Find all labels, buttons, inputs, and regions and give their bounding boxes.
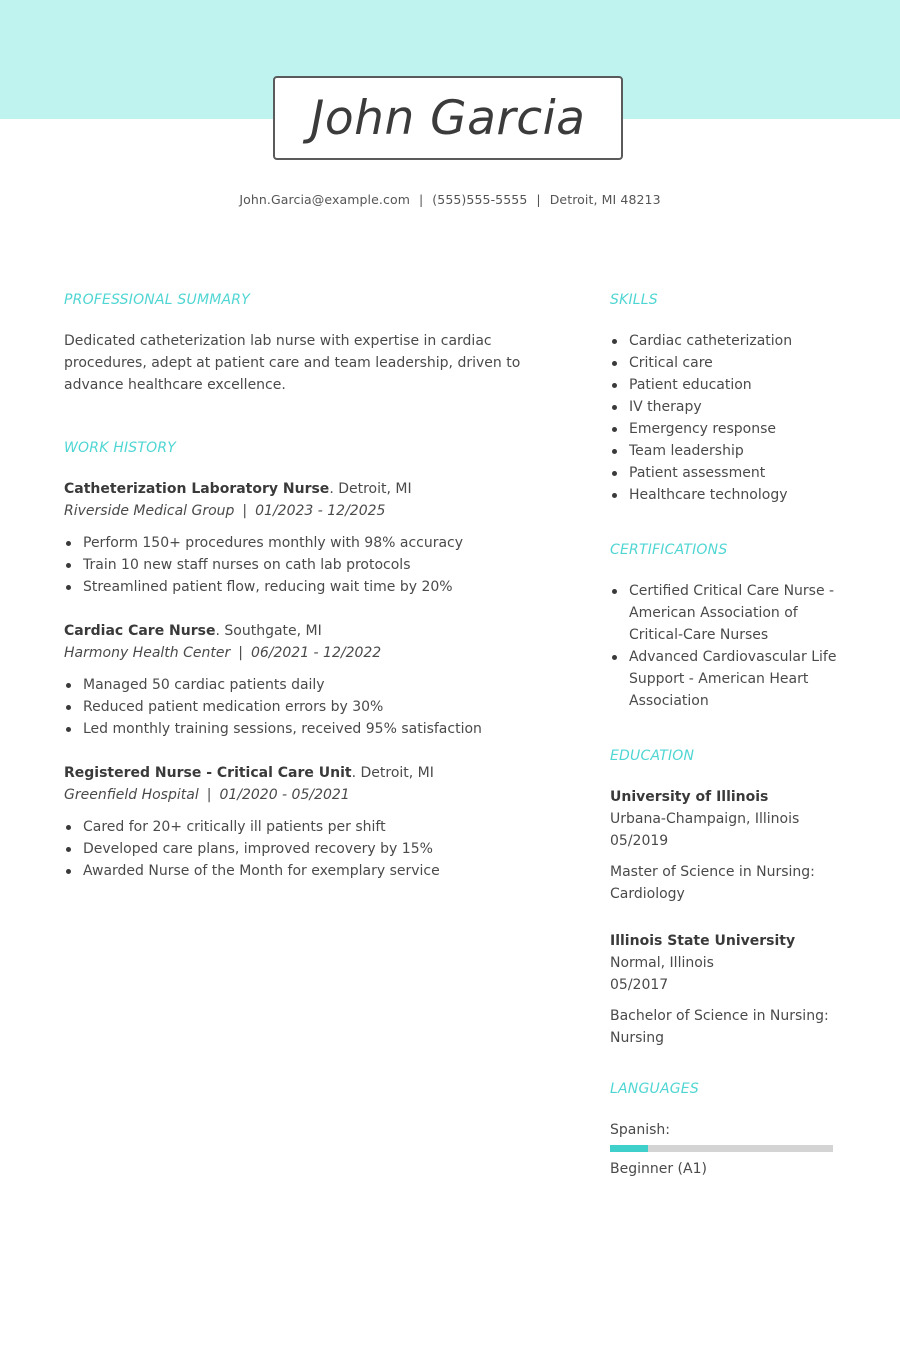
side-column (610, 290, 850, 1214)
job-employer: Riverside Medical Group (64, 503, 235, 519)
list-item: Cared for 20+ critically ill patients per shift (64, 816, 524, 838)
job-title-line (64, 620, 524, 642)
education-entry (610, 930, 850, 1049)
list-item: Patient assessment (610, 462, 850, 484)
section-title: PROFESSIONAL SUMMARY (64, 292, 250, 308)
list-item: Cardiac catheterization (610, 330, 850, 352)
summary-text: Dedicated catheterization lab nurse with expertise in cardiac procedures, adept at patient care and team leadership, driven to advance healthcare excellence. (64, 333, 521, 393)
job-entry (64, 762, 524, 882)
candidate-name: John Garcia (310, 90, 586, 146)
skills-list (610, 330, 850, 506)
certifications-section (610, 540, 850, 712)
list-item: Patient education (610, 374, 850, 396)
list-item: Critical care (610, 352, 850, 374)
list-item: Train 10 new staff nurses on cath lab protocols (64, 554, 524, 576)
job-title-line (64, 478, 524, 500)
name-box (273, 76, 623, 160)
job-bullets (64, 816, 524, 882)
school-location: Normal, Illinois (610, 955, 714, 971)
summary-section (64, 290, 524, 396)
list-item: Managed 50 cardiac patients daily (64, 674, 524, 696)
job-dates: 01/2023 - 12/2025 (255, 503, 386, 519)
list-item: Certified Critical Care Nurse - American Association of Critical-Care Nurses (610, 580, 850, 646)
list-item: Developed care plans, improved recovery by 15% (64, 838, 524, 860)
job-employer: Greenfield Hospital (64, 787, 199, 803)
separator: | (418, 192, 424, 207)
job-employer-line (64, 500, 524, 522)
list-item: Awarded Nurse of the Month for exemplary service (64, 860, 524, 882)
separator: | (242, 503, 248, 519)
address: Detroit, MI 48213 (549, 192, 661, 207)
language-name: Spanish: (610, 1122, 670, 1138)
separator: | (206, 787, 212, 803)
degree: Master of Science in Nursing: Cardiology (610, 864, 815, 902)
skills-section (610, 290, 850, 506)
languages-section (610, 1079, 850, 1180)
job-dates: 01/2020 - 05/2021 (219, 787, 350, 803)
job-role: Registered Nurse - Critical Care Unit (64, 765, 352, 781)
job-role: Catheterization Laboratory Nurse (64, 481, 330, 497)
job-location: . Southgate, MI (215, 623, 322, 639)
list-item: IV therapy (610, 396, 850, 418)
work-history-section (64, 438, 524, 882)
list-item: Led monthly training sessions, received 95% satisfaction (64, 718, 524, 740)
section-title: WORK HISTORY (64, 440, 177, 456)
list-item: Healthcare technology (610, 484, 850, 506)
job-title-line (64, 762, 524, 784)
main-column (64, 290, 524, 916)
job-entry (64, 478, 524, 598)
language-proficiency-bar (610, 1145, 833, 1152)
job-location: . Detroit, MI (329, 481, 412, 497)
education-entry (610, 786, 850, 905)
phone-number: (555)555-5555 (432, 192, 528, 207)
job-employer-line (64, 784, 524, 806)
section-title: LANGUAGES (610, 1081, 699, 1097)
job-entry (64, 620, 524, 740)
job-employer-line (64, 642, 524, 664)
degree: Bachelor of Science in Nursing: Nursing (610, 1008, 829, 1046)
school-location: Urbana-Champaign, Illinois (610, 811, 800, 827)
list-item: Team leadership (610, 440, 850, 462)
section-title: SKILLS (610, 292, 658, 308)
list-item: Emergency response (610, 418, 850, 440)
graduation-date: 05/2017 (610, 977, 669, 993)
section-title: CERTIFICATIONS (610, 542, 728, 558)
language-level: Beginner (A1) (610, 1161, 707, 1177)
certifications-list (610, 580, 850, 712)
contact-line (0, 192, 900, 207)
school-name: University of Illinois (610, 789, 769, 805)
list-item: Perform 150+ procedures monthly with 98% accuracy (64, 532, 524, 554)
job-bullets (64, 674, 524, 740)
list-item: Streamlined patient flow, reducing wait time by 20% (64, 576, 524, 598)
job-bullets (64, 532, 524, 598)
education-section (610, 746, 850, 1049)
list-item: Advanced Cardiovascular Life Support - American Heart Association (610, 646, 850, 712)
list-item: Reduced patient medication errors by 30% (64, 696, 524, 718)
job-dates: 06/2021 - 12/2022 (250, 645, 382, 661)
email-link[interactable]: John.Garcia@example.com (239, 192, 410, 207)
job-role: Cardiac Care Nurse (64, 623, 216, 639)
separator: | (238, 645, 243, 661)
job-location: . Detroit, MI (351, 765, 434, 781)
job-employer: Harmony Health Center (64, 645, 231, 661)
graduation-date: 05/2019 (610, 833, 669, 849)
separator: | (536, 192, 541, 207)
section-title: EDUCATION (610, 748, 695, 764)
language-proficiency-fill (610, 1145, 648, 1152)
school-name: Illinois State University (610, 933, 796, 949)
